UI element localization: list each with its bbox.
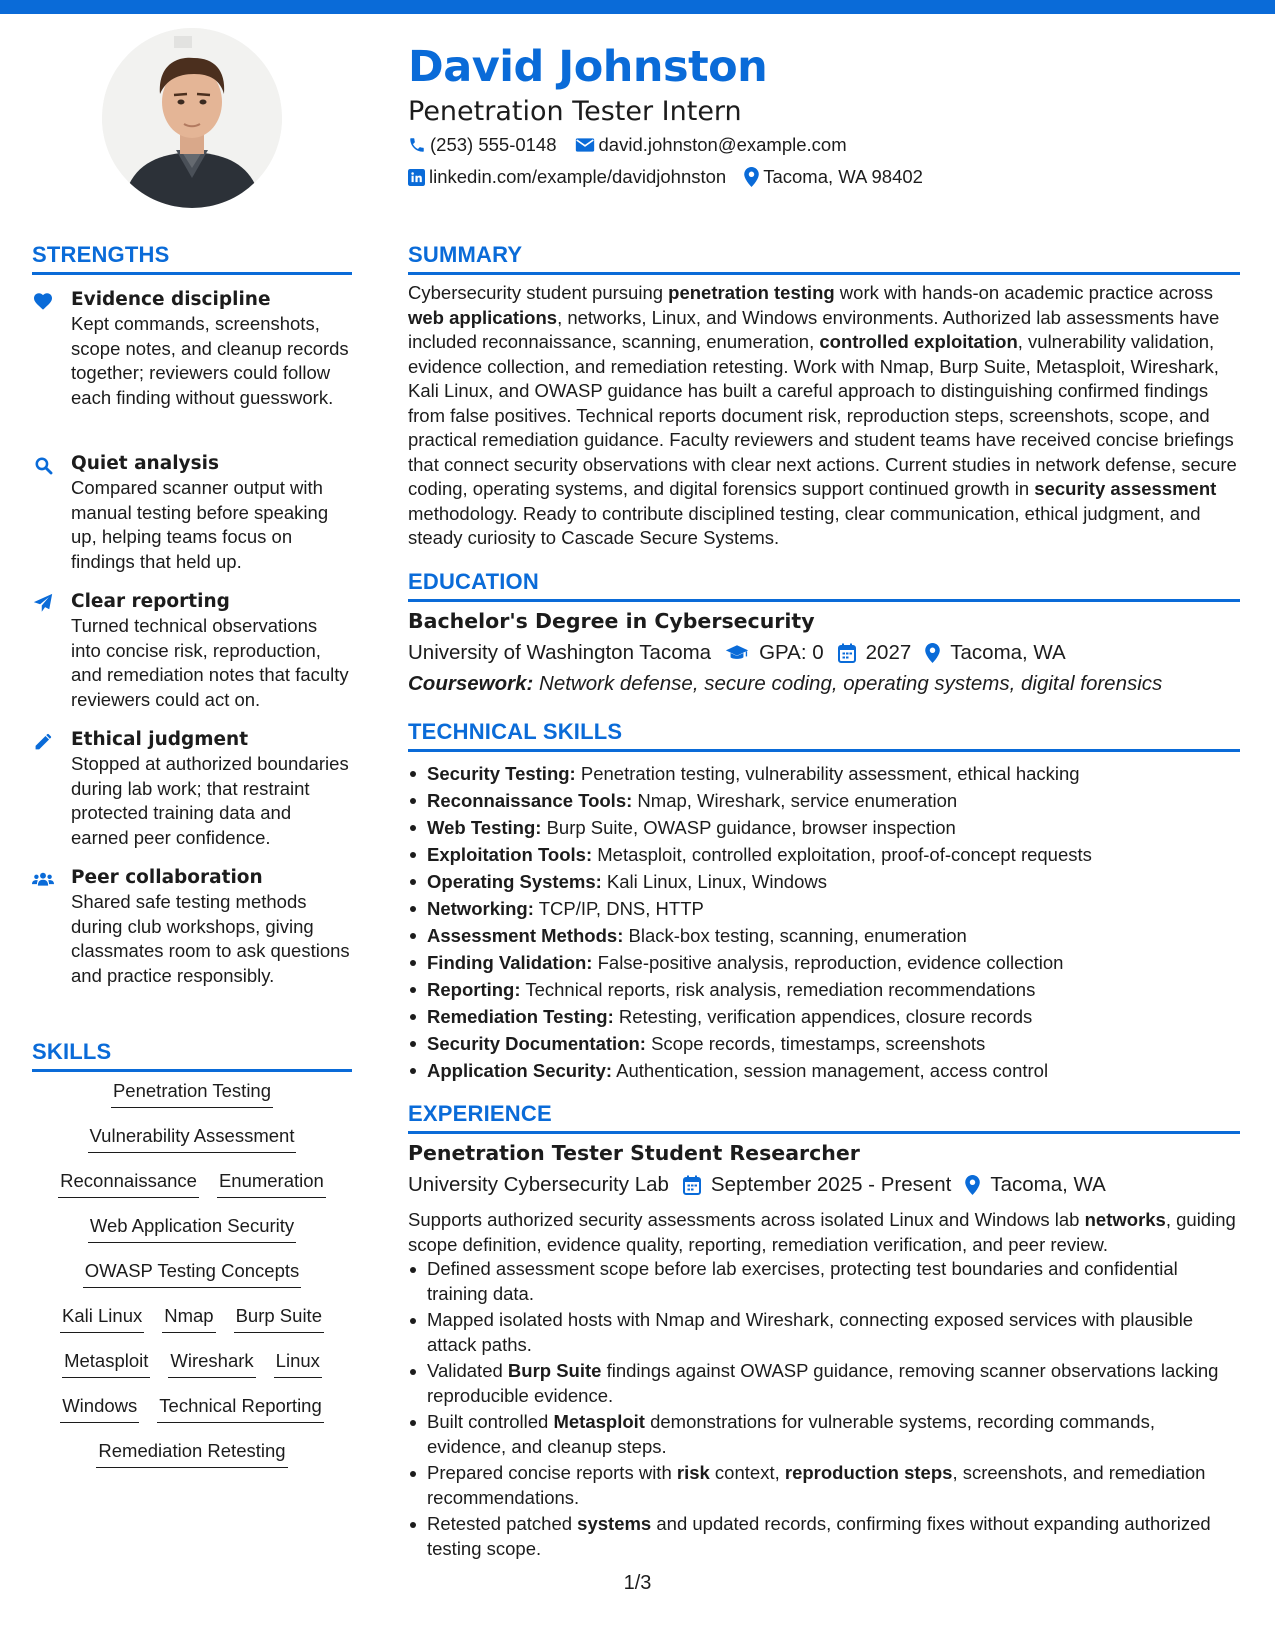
skill-row (32, 1213, 352, 1258)
skill-category: Reporting: (427, 979, 521, 1000)
skill-category: Operating Systems: (427, 871, 602, 892)
skill-category: Application Security: (427, 1060, 613, 1081)
text-segment: Prepared concise reports with (427, 1462, 677, 1483)
skill-tag: Enumeration (217, 1168, 326, 1198)
strength-text: Shared safe testing methods during club workshops, giving classmates room to ask questions and practice responsibly. (71, 891, 350, 986)
list-item (408, 787, 1238, 814)
coursework-list: Network defense, secure coding, operating systems, digital forensics (533, 672, 1163, 695)
email-address: david.johnston@example.com (598, 134, 847, 155)
summary-text (408, 281, 1240, 551)
strength-item (32, 728, 352, 850)
skill-tag: Metasploit (62, 1348, 150, 1378)
gpa-text: GPA: 0 (759, 641, 824, 664)
list-item (408, 814, 1238, 841)
strength-title: Peer collaboration (71, 867, 263, 888)
employment-dates: September 2025 - Present (710, 1173, 952, 1196)
emphasized-text: controlled exploitation (819, 331, 1018, 352)
strength-text: Stopped at authorized boundaries during lab work; that restraint protected training data and earned peer confidence. (71, 753, 349, 848)
experience-bullets (408, 1257, 1238, 1563)
emphasized-text: Metasploit (553, 1411, 645, 1432)
skill-row (32, 1258, 352, 1303)
strength-text: Kept commands, screenshots, scope notes, and cleanup records together; reviewers could follow each finding without guesswork. (71, 313, 349, 408)
emphasized-text: web applications (408, 306, 558, 328)
emphasized-text: penetration testing (668, 282, 835, 303)
skills-tag-cloud (32, 1078, 352, 1483)
technical-skills-heading: TECHNICAL SKILLS (408, 719, 1240, 752)
skill-category: Networking: (427, 898, 534, 919)
skill-tag: Linux (274, 1348, 322, 1378)
emphasized-text: Burp Suite (507, 1360, 602, 1381)
strength-text: Compared scanner output with manual testing before speaking up, helping teams focus on findings that held up. (71, 477, 329, 572)
calendar-icon (838, 643, 856, 663)
users-icon (32, 868, 54, 890)
emphasized-text: risk (676, 1462, 710, 1483)
skill-tag: Wireshark (168, 1348, 255, 1378)
skill-tag: Reconnaissance (58, 1168, 199, 1198)
paper-plane-icon (32, 592, 54, 614)
list-item (408, 1512, 1238, 1561)
location-contact (744, 166, 923, 188)
linkedin-url: linkedin.com/example/davidjohnston (429, 166, 727, 187)
list-item (408, 1003, 1238, 1030)
contact-row-primary (408, 134, 847, 156)
text-segment: and updated records, confirming fixes without expanding authorized testing scope. (427, 1513, 1211, 1559)
map-pin-icon (744, 167, 759, 187)
job-title: Penetration Tester Student Researcher (408, 1141, 860, 1165)
map-pin-icon (965, 1175, 980, 1195)
email-contact[interactable] (575, 134, 847, 156)
experience-heading: EXPERIENCE (408, 1101, 1240, 1134)
map-pin-icon (925, 643, 940, 663)
skill-category: Finding Validation: (427, 952, 593, 973)
strengths-heading: STRENGTHS (32, 242, 352, 275)
text-segment: Retested patched (427, 1513, 578, 1534)
skill-values: Nmap, Wireshark, service enumeration (632, 790, 958, 811)
text-segment: Cybersecurity student pursuing (408, 282, 669, 303)
list-item (408, 1359, 1238, 1408)
text-segment: , guiding scope definition, evidence quality, reporting, remediation verification, and peer review. (408, 1209, 1236, 1255)
emphasized-text: networks (1084, 1209, 1166, 1230)
skill-tag: Penetration Testing (111, 1078, 273, 1108)
profile-photo (102, 28, 282, 208)
skill-values: Retesting, verification appendices, closure records (613, 1006, 1033, 1027)
search-icon (32, 454, 54, 476)
text-segment: methodology. Ready to contribute disciplined testing, clear communication, ethical judgment, and steady curiosity to Cascade Secure Systems. (408, 502, 1201, 548)
text-segment: findings against OWASP guidance, removing scanner observations lacking reproducible evidence. (427, 1360, 1219, 1406)
coursework-label: Coursework: (408, 672, 534, 695)
skill-row (32, 1123, 352, 1168)
skill-tag: Remediation Retesting (96, 1438, 287, 1468)
skill-values: Burp Suite, OWASP guidance, browser inspection (541, 817, 956, 838)
skill-tag: Kali Linux (60, 1303, 144, 1333)
text-segment: , networks, Linux, and Windows environments. Authorized lab assessments have included reconnaissance, scanning, enumeration, (408, 306, 1220, 352)
phone-contact[interactable] (408, 134, 557, 156)
skill-values: Black-box testing, scanning, enumeration (623, 925, 967, 946)
skill-values: Technical reports, risk analysis, remediation recommendations (520, 979, 1036, 1000)
list-item (408, 1461, 1238, 1510)
graduation-cap-icon (725, 644, 749, 662)
skill-tag: Vulnerability Assessment (88, 1123, 297, 1153)
skill-values: TCP/IP, DNS, HTTP (533, 898, 704, 919)
top-accent-bar (0, 0, 1275, 14)
list-item (408, 922, 1238, 949)
list-item (408, 760, 1238, 787)
skill-category: Web Testing: (427, 817, 542, 838)
skill-category: Security Testing: (427, 763, 576, 784)
degree-title: Bachelor's Degree in Cybersecurity (408, 609, 815, 633)
skill-tag: Nmap (162, 1303, 215, 1333)
text-segment: Validated (427, 1360, 508, 1381)
list-item (408, 949, 1238, 976)
list-item (408, 1410, 1238, 1459)
list-item (408, 868, 1238, 895)
skill-category: Assessment Methods: (427, 925, 624, 946)
education-meta (408, 641, 1066, 665)
strength-item (32, 866, 352, 988)
skill-values: Metasploit, controlled exploitation, proof-of-concept requests (592, 844, 1092, 865)
text-segment: Defined assessment scope before lab exercises, protecting test boundaries and confidential training data. (427, 1258, 1178, 1304)
education-heading: EDUCATION (408, 569, 1240, 602)
job-location: Tacoma, WA (990, 1173, 1106, 1196)
strength-text: Turned technical observations into concise risk, reproduction, and remediation notes that faculty reviewers could act on. (71, 615, 349, 710)
page-number: 1/3 (623, 1572, 652, 1594)
strength-title: Quiet analysis (71, 453, 219, 474)
summary-heading: SUMMARY (408, 242, 1240, 275)
strength-title: Clear reporting (71, 591, 230, 612)
text-segment: demonstrations for vulnerable systems, recording commands, evidence, and cleanup steps. (427, 1411, 1155, 1457)
skill-tag: OWASP Testing Concepts (83, 1258, 302, 1288)
candidate-name: David Johnston (408, 42, 768, 92)
strength-title: Evidence discipline (71, 289, 271, 310)
text-segment: Supports authorized security assessments across isolated Linux and Windows lab (408, 1209, 1085, 1230)
list-item (408, 841, 1238, 868)
skill-row (32, 1393, 352, 1438)
school-name: University of Washington Tacoma (408, 641, 712, 664)
text-segment: , vulnerability validation, evidence collection, and remediation retesting. Work with Nmap, Burp Suite, Metasploit, Wireshark, Kali Linux, and OWASP guidance has built a careful approach to distinguishing confirmed findings from false positives. Technical reports document risk, reproduction steps, screenshots, scope, and practical remediation guidance. Faculty reviewers and student teams have received concise briefings that connect security observations with clear next actions. Current studies in network defense, secure coding, operating systems, and digital forensics support continued growth in (408, 331, 1237, 499)
strength-item (32, 590, 352, 712)
technical-skills-list (408, 760, 1238, 1084)
skill-tag: Burp Suite (234, 1303, 324, 1333)
graduation-year: 2027 (865, 641, 912, 664)
list-item (408, 895, 1238, 922)
candidate-role: Penetration Tester Intern (408, 96, 742, 127)
organization-name: University Cybersecurity Lab (408, 1173, 669, 1196)
skill-category: Security Documentation: (427, 1033, 646, 1054)
text-segment: Mapped isolated hosts with Nmap and Wireshark, connecting exposed services with plausible attack paths. (427, 1309, 1194, 1355)
list-item (408, 976, 1238, 1003)
experience-intro (408, 1208, 1238, 1257)
skill-row (32, 1303, 352, 1348)
contact-row-secondary (408, 166, 923, 188)
skill-values: Authentication, session management, access control (612, 1060, 1049, 1081)
skill-tag: Technical Reporting (157, 1393, 323, 1423)
list-item (408, 1308, 1238, 1357)
list-item (408, 1057, 1238, 1084)
phone-number: (253) 555-0148 (430, 134, 557, 155)
skill-row (32, 1438, 352, 1483)
envelope-icon (575, 137, 595, 153)
skill-tag: Windows (60, 1393, 139, 1423)
phone-icon (408, 136, 426, 154)
emphasized-text: security assessment (1034, 478, 1217, 499)
skill-values: Scope records, timestamps, screenshots (645, 1033, 986, 1054)
skill-category: Remediation Testing: (427, 1006, 614, 1027)
skill-row (32, 1348, 352, 1393)
location-text: Tacoma, WA 98402 (763, 166, 923, 187)
linkedin-contact[interactable] (408, 166, 726, 188)
strength-item (32, 452, 352, 574)
skill-category: Exploitation Tools: (427, 844, 593, 865)
skills-heading: SKILLS (32, 1039, 352, 1072)
strength-item (32, 288, 352, 410)
text-segment: work with hands-on academic practice across (834, 282, 1214, 303)
text-segment: context, (709, 1462, 785, 1483)
skill-row (32, 1168, 352, 1213)
pencil-icon (32, 730, 54, 752)
list-item (408, 1030, 1238, 1057)
emphasized-text: systems (577, 1513, 652, 1534)
school-location: Tacoma, WA (950, 641, 1066, 664)
experience-meta (408, 1173, 1106, 1197)
linkedin-icon (408, 169, 425, 186)
heart-icon (32, 290, 54, 312)
skill-values: False-positive analysis, reproduction, evidence collection (592, 952, 1064, 973)
skill-row (32, 1078, 352, 1123)
calendar-icon (683, 1175, 701, 1195)
coursework (408, 672, 1162, 696)
skill-tag: Web Application Security (88, 1213, 296, 1243)
text-segment: Built controlled (427, 1411, 554, 1432)
emphasized-text: reproduction steps (784, 1462, 953, 1483)
text-segment: , screenshots, and remediation recommendations. (427, 1462, 1206, 1508)
strength-title: Ethical judgment (71, 729, 249, 750)
skill-category: Reconnaissance Tools: (427, 790, 633, 811)
list-item (408, 1257, 1238, 1306)
skill-values: Penetration testing, vulnerability assessment, ethical hacking (575, 763, 1080, 784)
skill-values: Kali Linux, Linux, Windows (601, 871, 827, 892)
